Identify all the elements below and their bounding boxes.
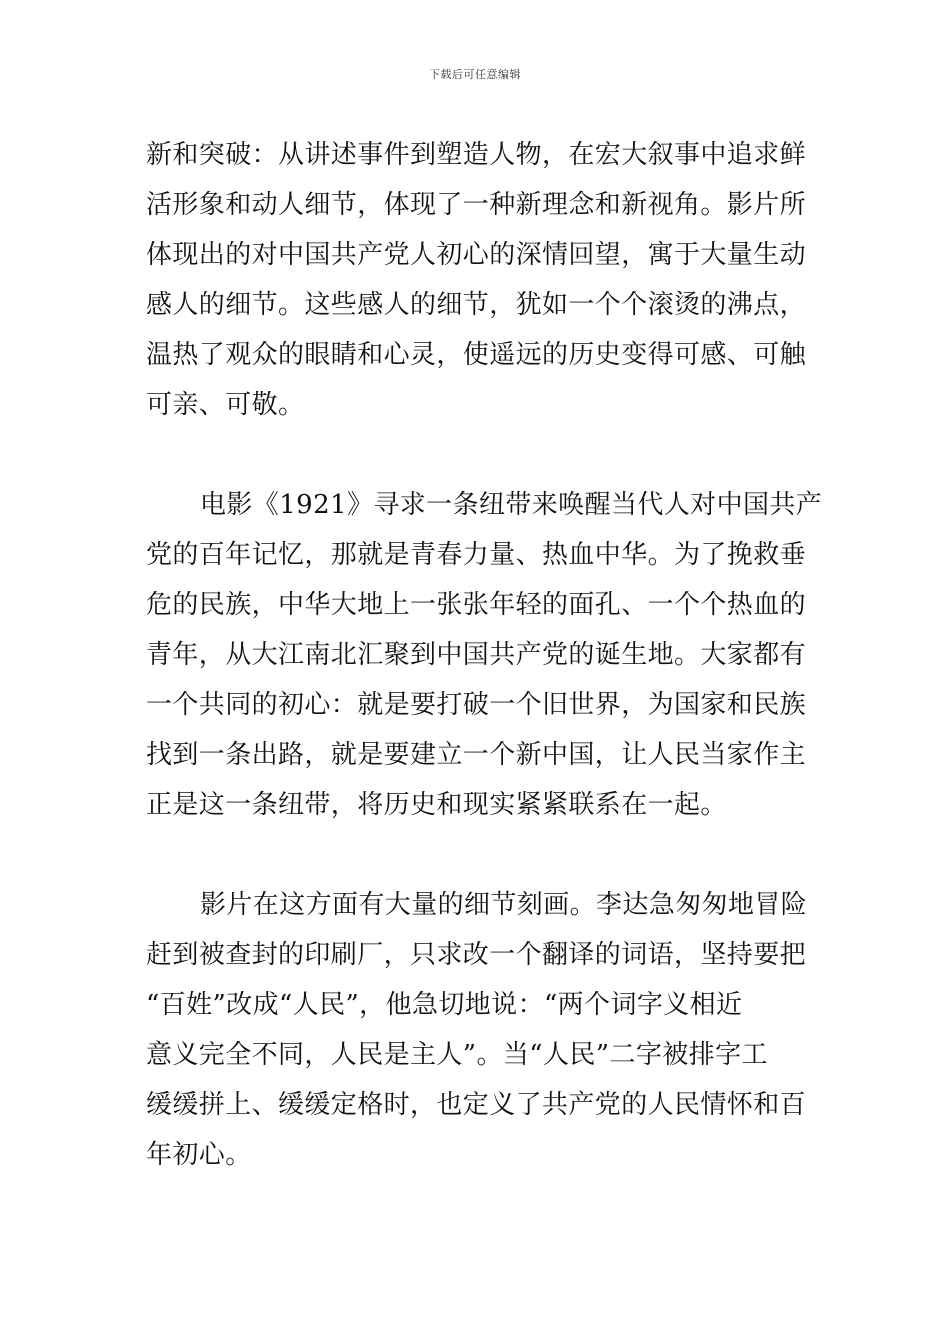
paragraph-line: 活形象和动人细节，体现了一种新理念和新视角。影片所 <box>146 190 807 220</box>
paragraph-line: 感人的细节。这些感人的细节，犹如一个个滚烫的沸点， <box>146 290 807 320</box>
paragraph-line: 党的百年记忆，那就是青春力量、热血中华。为了挽救垂 <box>146 540 807 570</box>
paragraph-line: 赶到被查封的印刷厂，只求改一个翻译的词语，坚持要把 <box>146 940 807 970</box>
paragraph-line: “百姓”改成“人民”，他急切地说：“两个词字义相近 <box>146 990 743 1020</box>
paragraph-line: 影片在这方面有大量的细节刻画。李达急匆匆地冒险 <box>200 890 808 920</box>
document-body <box>146 130 823 1180</box>
paragraph-line: 可亲、可敬。 <box>146 390 305 420</box>
paragraph-line: 电影《1921》寻求一条纽带来唤醒当代人对中国共产 <box>200 490 823 520</box>
paragraph-2 <box>146 480 823 830</box>
page-header: 下载后可任意编辑 <box>429 68 521 81</box>
paragraph-line: 正是这一条纽带，将历史和现实紧紧联系在一起。 <box>146 790 727 820</box>
paragraph-line: 找到一条出路，就是要建立一个新中国，让人民当家作主 <box>146 740 807 770</box>
paragraph-line: 缓缓拼上、缓缓定格时，也定义了共产党的人民情怀和百 <box>146 1090 807 1120</box>
paragraph-3 <box>146 880 806 1180</box>
paragraph-gap <box>146 430 806 480</box>
paragraph-line: 青年，从大江南北汇聚到中国共产党的诞生地。大家都有 <box>146 640 807 670</box>
paragraph-line: 危的民族，中华大地上一张张年轻的面孔、一个个热血的 <box>146 590 807 620</box>
paragraph-gap <box>146 830 806 880</box>
paragraph-1 <box>146 130 806 430</box>
paragraph-line: 新和突破：从讲述事件到塑造人物，在宏大叙事中追求鲜 <box>146 140 807 170</box>
paragraph-line: 一个共同的初心：就是要打破一个旧世界，为国家和民族 <box>146 690 807 720</box>
paragraph-line: 意义完全不同，人民是主人”。当“人民”二字被排字工 <box>146 1040 768 1070</box>
paragraph-line: 温热了观众的眼睛和心灵，使遥远的历史变得可感、可触 <box>146 340 807 370</box>
paragraph-line: 年初心。 <box>146 1140 252 1170</box>
paragraph-line: 体现出的对中国共产党人初心的深情回望，寓于大量生动 <box>146 240 807 270</box>
